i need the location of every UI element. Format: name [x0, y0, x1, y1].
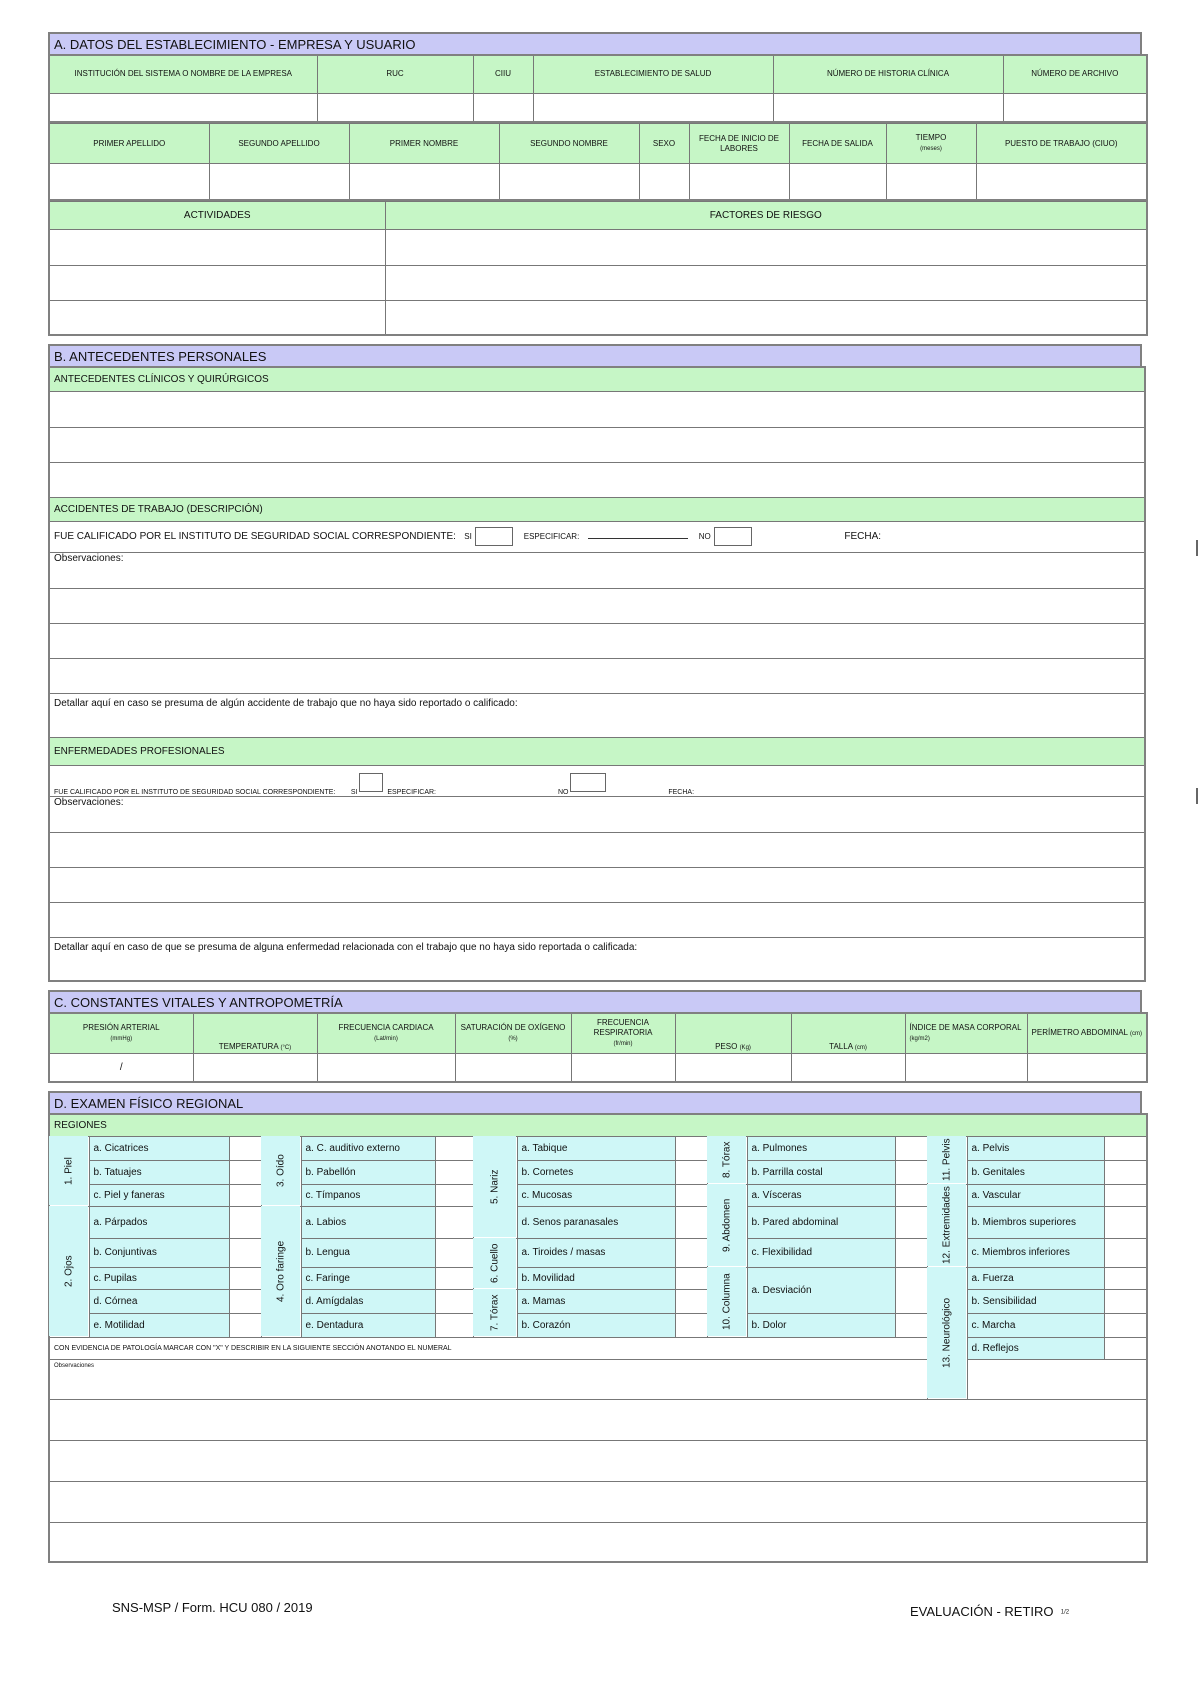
header-peso: PESO (Kg)	[675, 1013, 791, 1053]
item-desviacion: a. Desviación	[747, 1267, 895, 1313]
check-vascular[interactable]	[1104, 1184, 1147, 1206]
margin-marker	[1196, 540, 1198, 556]
section-c-table	[48, 1012, 1148, 1083]
header-segundo-nombre: SEGUNDO NOMBRE	[499, 124, 639, 164]
check-desviacion[interactable]	[895, 1267, 927, 1313]
item-parpados: a. Párpados	[89, 1206, 229, 1238]
field-fecha-inicio[interactable]	[689, 164, 789, 200]
section-d-title: D. EXAMEN FÍSICO REGIONAL	[48, 1091, 1142, 1113]
field-historia-clinica[interactable]	[773, 93, 1003, 122]
no-checkbox[interactable]	[714, 527, 752, 546]
header-sexo: SEXO	[639, 124, 689, 164]
field-peso[interactable]	[675, 1053, 791, 1082]
form-id: SNS-MSP / Form. HCU 080 / 2019	[112, 1600, 313, 1615]
item-conducto-auditivo: a. C. auditivo externo	[301, 1136, 435, 1160]
check-cornetes[interactable]	[675, 1160, 707, 1184]
item-marcha: c. Marcha	[967, 1313, 1104, 1337]
check-tatuajes[interactable]	[229, 1160, 261, 1184]
form-sheet	[48, 32, 1146, 1563]
header-primer-nombre: PRIMER NOMBRE	[349, 124, 499, 164]
especificar-label: ESPECIFICAR:	[523, 532, 580, 542]
field-talla[interactable]	[791, 1053, 905, 1082]
detallar-accidente: Detallar aquí en caso se presuma de algún accidente de trabajo que no haya sido reportado o calificado:	[49, 693, 1145, 737]
header-historia-clinica: NÚMERO DE HISTORIA CLÍNICA	[773, 55, 1003, 93]
section-b-title: B. ANTECEDENTES PERSONALES	[48, 344, 1142, 366]
group-piel: 1. Piel	[49, 1136, 89, 1206]
check-mamas[interactable]	[675, 1289, 707, 1313]
header-establecimiento: ESTABLECIMIENTO DE SALUD	[533, 55, 773, 93]
item-pabellon: b. Pabellón	[301, 1160, 435, 1184]
item-miembros-inferiores: c. Miembros inferiores	[967, 1238, 1104, 1267]
header-factores-riesgo: FACTORES DE RIESGO	[385, 201, 1147, 229]
item-motilidad: e. Motilidad	[89, 1313, 229, 1337]
header-talla: TALLA (cm)	[791, 1013, 905, 1053]
item-pelvis: a. Pelvis	[967, 1136, 1104, 1160]
nota-patologia: CON EVIDENCIA DE PATOLOGÍA MARCAR CON "X" Y DESCRIBIR EN LA SIGUIENTE SECCIÓN ANOTANDO EL NUMERAL	[49, 1337, 927, 1359]
field-actividad[interactable]	[49, 265, 385, 300]
header-frecuencia-cardiaca: FRECUENCIA CARDIACA (Lat/min)	[317, 1013, 455, 1053]
field-presion[interactable]: /	[49, 1053, 193, 1082]
check-parrilla-costal[interactable]	[895, 1160, 927, 1184]
detallar-enfermedad: Detallar aquí en caso de que se presuma de alguna enfermedad relacionada con el trabajo que no haya sido reportada o calificada:	[49, 937, 1145, 981]
check-miembros-superiores[interactable]	[1104, 1206, 1147, 1238]
section-b-table	[48, 366, 1146, 982]
item-dolor: b. Dolor	[747, 1313, 895, 1337]
form-name-label: EVALUACIÓN - RETIRO	[910, 1604, 1054, 1619]
item-pulmones: a. Pulmones	[747, 1136, 895, 1160]
item-timpanos: c. Tímpanos	[301, 1184, 435, 1206]
check-dolor[interactable]	[895, 1313, 927, 1337]
check-corazon[interactable]	[675, 1313, 707, 1337]
check-amigdalas[interactable]	[435, 1289, 473, 1313]
field-factor-riesgo[interactable]	[385, 265, 1147, 300]
item-piel-faneras: c. Piel y faneras	[89, 1184, 229, 1206]
header-tiempo	[886, 124, 976, 164]
item-movilidad: b. Movilidad	[517, 1267, 675, 1289]
check-pelvis[interactable]	[1104, 1136, 1147, 1160]
check-cornea[interactable]	[229, 1289, 261, 1313]
check-dentadura[interactable]	[435, 1313, 473, 1337]
group-neurologico: 13. Neurológico	[927, 1267, 967, 1399]
check-mucosas[interactable]	[675, 1184, 707, 1206]
form-name	[910, 1604, 1069, 1619]
field-saturacion[interactable]	[455, 1053, 571, 1082]
check-conducto-auditivo[interactable]	[435, 1136, 473, 1160]
field-ruc[interactable]	[317, 93, 473, 122]
header-archivo: NÚMERO DE ARCHIVO	[1003, 55, 1147, 93]
field-imc[interactable]	[905, 1053, 1027, 1082]
check-piel-faneras[interactable]	[229, 1184, 261, 1206]
check-cicatrices[interactable]	[229, 1136, 261, 1160]
header-ruc: RUC	[317, 55, 473, 93]
si-label: SI	[350, 788, 358, 796]
field-segundo-apellido[interactable]	[209, 164, 349, 200]
item-dentadura: e. Dentadura	[301, 1313, 435, 1337]
fecha-label: FECHA:	[668, 788, 695, 796]
check-fuerza[interactable]	[1104, 1267, 1147, 1289]
header-imc: ÍNDICE DE MASA CORPORAL (kg/m2)	[905, 1013, 1027, 1053]
item-mucosas: c. Mucosas	[517, 1184, 675, 1206]
tiempo-unit: (meses)	[920, 146, 942, 152]
item-corazon: b. Corazón	[517, 1313, 675, 1337]
header-institucion: INSTITUCIÓN DEL SISTEMA O NOMBRE DE LA EMPRESA	[49, 55, 317, 93]
group-pelvis: 11. Pelvis	[927, 1136, 967, 1184]
check-parpados[interactable]	[229, 1206, 261, 1238]
check-tabique[interactable]	[675, 1136, 707, 1160]
field-sexo[interactable]	[639, 164, 689, 200]
item-genitales: b. Genitales	[967, 1160, 1104, 1184]
observaciones-enfermedad: Observaciones:	[49, 796, 1145, 832]
field-antecedentes[interactable]	[49, 462, 1145, 497]
field-primer-apellido[interactable]	[49, 164, 209, 200]
check-miembros-inferiores[interactable]	[1104, 1238, 1147, 1267]
header-presion: PRESIÓN ARTERIAL (mmHg)	[49, 1013, 193, 1053]
item-mamas: a. Mamas	[517, 1289, 675, 1313]
section-a-actividades-table	[48, 201, 1148, 337]
item-cornea: d. Córnea	[89, 1289, 229, 1313]
fecha-label: FECHA:	[844, 531, 882, 543]
check-movilidad[interactable]	[675, 1267, 707, 1289]
check-motilidad[interactable]	[229, 1313, 261, 1337]
enfermedad-calificacion-row	[49, 765, 1145, 796]
si-checkbox[interactable]	[475, 527, 513, 546]
field-observaciones-examen[interactable]	[49, 1399, 1147, 1440]
field-puesto[interactable]	[976, 164, 1147, 200]
check-tiroides[interactable]	[675, 1238, 707, 1267]
header-frecuencia-respiratoria: FRECUENCIA RESPIRATORIA (fr/min)	[571, 1013, 675, 1053]
item-tiroides: a. Tiroides / masas	[517, 1238, 675, 1267]
group-oido: 3. Oído	[261, 1136, 301, 1206]
especificar-field[interactable]	[588, 530, 688, 539]
calificado-label: FUE CALIFICADO POR EL INSTITUTO DE SEGURIDAD SOCIAL CORRESPONDIENTE:	[54, 531, 456, 543]
check-genitales[interactable]	[1104, 1160, 1147, 1184]
field-observaciones-examen[interactable]	[49, 1440, 1147, 1481]
item-senos-paranasales: d. Senos paranasales	[517, 1206, 675, 1238]
especificar-label: ESPECIFICAR:	[387, 788, 436, 796]
item-visceras: a. Vísceras	[747, 1184, 895, 1206]
section-d-table	[48, 1113, 1148, 1563]
field-actividad[interactable]	[49, 229, 385, 265]
no-label: NO	[698, 532, 711, 542]
field-factor-riesgo[interactable]	[385, 300, 1147, 335]
item-sensibilidad: b. Sensibilidad	[967, 1289, 1104, 1313]
tiempo-label: TIEMPO	[915, 133, 947, 142]
item-flexibilidad: c. Flexibilidad	[747, 1238, 895, 1267]
observaciones-examen: Observaciones	[49, 1359, 1147, 1399]
field-temperatura[interactable]	[193, 1053, 317, 1082]
check-marcha[interactable]	[1104, 1313, 1147, 1337]
item-amigdalas: d. Amígdalas	[301, 1289, 435, 1313]
section-c-title: C. CONSTANTES VITALES Y ANTROPOMETRÍA	[48, 990, 1142, 1012]
header-ciiu: CIIU	[473, 55, 533, 93]
check-reflejos[interactable]	[1104, 1337, 1147, 1359]
field-factor-riesgo[interactable]	[385, 229, 1147, 265]
no-label: NO	[557, 788, 569, 796]
group-torax-7: 7. Tórax	[473, 1289, 517, 1337]
field-establecimiento[interactable]	[533, 93, 773, 122]
header-enfermedades: ENFERMEDADES PROFESIONALES	[49, 737, 1145, 765]
header-accidentes: ACCIDENTES DE TRABAJO (DESCRIPCIÓN)	[49, 497, 1145, 521]
group-abdomen: 9. Abdomen	[707, 1184, 747, 1267]
field-observaciones[interactable]	[49, 658, 1145, 693]
check-timpanos[interactable]	[435, 1184, 473, 1206]
section-a-title: A. DATOS DEL ESTABLECIMIENTO - EMPRESA Y USUARIO	[48, 32, 1142, 54]
check-pulmones[interactable]	[895, 1136, 927, 1160]
check-senos-paranasales[interactable]	[675, 1206, 707, 1238]
item-vascular: a. Vascular	[967, 1184, 1104, 1206]
item-tabique: a. Tabique	[517, 1136, 675, 1160]
section-a-personal-table	[48, 123, 1148, 201]
page-number: 1/2	[1060, 1609, 1070, 1616]
item-lengua: b. Lengua	[301, 1238, 435, 1267]
header-fecha-salida: FECHA DE SALIDA	[789, 124, 886, 164]
group-columna: 10. Columna	[707, 1267, 747, 1337]
field-antecedentes[interactable]	[49, 391, 1145, 427]
check-sensibilidad[interactable]	[1104, 1289, 1147, 1313]
item-labios: a. Labios	[301, 1206, 435, 1238]
check-visceras[interactable]	[895, 1184, 927, 1206]
margin-marker	[1196, 788, 1198, 804]
header-regiones: REGIONES	[49, 1114, 1147, 1136]
item-conjuntivas: b. Conjuntivas	[89, 1238, 229, 1267]
check-pabellon[interactable]	[435, 1160, 473, 1184]
no-checkbox[interactable]	[570, 773, 606, 792]
check-conjuntivas[interactable]	[229, 1238, 261, 1267]
field-tiempo[interactable]	[886, 164, 976, 200]
group-orofaringe: 4. Oro faringe	[261, 1206, 301, 1337]
field-antecedentes[interactable]	[49, 427, 1145, 462]
group-torax-8: 8. Tórax	[707, 1136, 747, 1184]
header-perimetro: PERÍMETRO ABDOMINAL (cm)	[1027, 1013, 1147, 1053]
accidente-calificacion-row	[49, 521, 1145, 552]
check-pared-abdominal[interactable]	[895, 1206, 927, 1238]
check-pupilas[interactable]	[229, 1267, 261, 1289]
item-faringe: c. Faringe	[301, 1267, 435, 1289]
group-nariz: 5. Nariz	[473, 1136, 517, 1238]
header-puesto: PUESTO DE TRABAJO (CIUO)	[976, 124, 1147, 164]
field-frecuencia-respiratoria[interactable]	[571, 1053, 675, 1082]
item-cornetes: b. Cornetes	[517, 1160, 675, 1184]
header-saturacion: SATURACIÓN DE OXÍGENO (%)	[455, 1013, 571, 1053]
item-reflejos: d. Reflejos	[967, 1337, 1104, 1359]
field-observaciones[interactable]	[49, 867, 1145, 902]
item-tatuajes: b. Tatuajes	[89, 1160, 229, 1184]
observaciones-accidente: Observaciones:	[49, 552, 1145, 588]
field-frecuencia-cardiaca[interactable]	[317, 1053, 455, 1082]
header-actividades: ACTIVIDADES	[49, 201, 385, 229]
item-cicatrices: a. Cicatrices	[89, 1136, 229, 1160]
field-observaciones[interactable]	[49, 902, 1145, 937]
item-fuerza: a. Fuerza	[967, 1267, 1104, 1289]
header-fecha-inicio: FECHA DE INICIO DE LABORES	[689, 124, 789, 164]
group-cuello: 6. Cuello	[473, 1238, 517, 1289]
section-a-table	[48, 54, 1148, 123]
check-faringe[interactable]	[435, 1267, 473, 1289]
field-institucion[interactable]	[49, 93, 317, 122]
field-perimetro[interactable]	[1027, 1053, 1147, 1082]
field-fecha-salida[interactable]	[789, 164, 886, 200]
field-primer-nombre[interactable]	[349, 164, 499, 200]
check-labios[interactable]	[435, 1206, 473, 1238]
field-actividad[interactable]	[49, 300, 385, 335]
group-ojos: 2. Ojos	[49, 1206, 89, 1337]
calificado-label: FUE CALIFICADO POR EL INSTITUTO DE SEGURIDAD SOCIAL CORRESPONDIENTE:	[54, 788, 336, 796]
item-pupilas: c. Pupilas	[89, 1267, 229, 1289]
item-miembros-superiores: b. Miembros superiores	[967, 1206, 1104, 1238]
check-flexibilidad[interactable]	[895, 1238, 927, 1267]
si-checkbox[interactable]	[359, 773, 383, 792]
field-observaciones[interactable]	[49, 588, 1145, 623]
header-temperatura: TEMPERATURA (°C)	[193, 1013, 317, 1053]
header-antecedentes-clinicos: ANTECEDENTES CLÍNICOS Y QUIRÚRGICOS	[49, 367, 1145, 391]
check-lengua[interactable]	[435, 1238, 473, 1267]
field-archivo[interactable]	[1003, 93, 1147, 122]
header-primer-apellido: PRIMER APELLIDO	[49, 124, 209, 164]
item-pared-abdominal: b. Pared abdominal	[747, 1206, 895, 1238]
field-ciiu[interactable]	[473, 93, 533, 122]
header-segundo-apellido: SEGUNDO APELLIDO	[209, 124, 349, 164]
item-parrilla-costal: b. Parrilla costal	[747, 1160, 895, 1184]
field-observaciones-examen[interactable]	[49, 1522, 1147, 1562]
group-extremidades: 12. Extremidades	[927, 1184, 967, 1267]
field-segundo-nombre[interactable]	[499, 164, 639, 200]
field-observaciones[interactable]	[49, 623, 1145, 658]
si-label: SI	[464, 532, 472, 542]
field-observaciones-examen[interactable]	[49, 1481, 1147, 1522]
field-observaciones[interactable]	[49, 832, 1145, 867]
